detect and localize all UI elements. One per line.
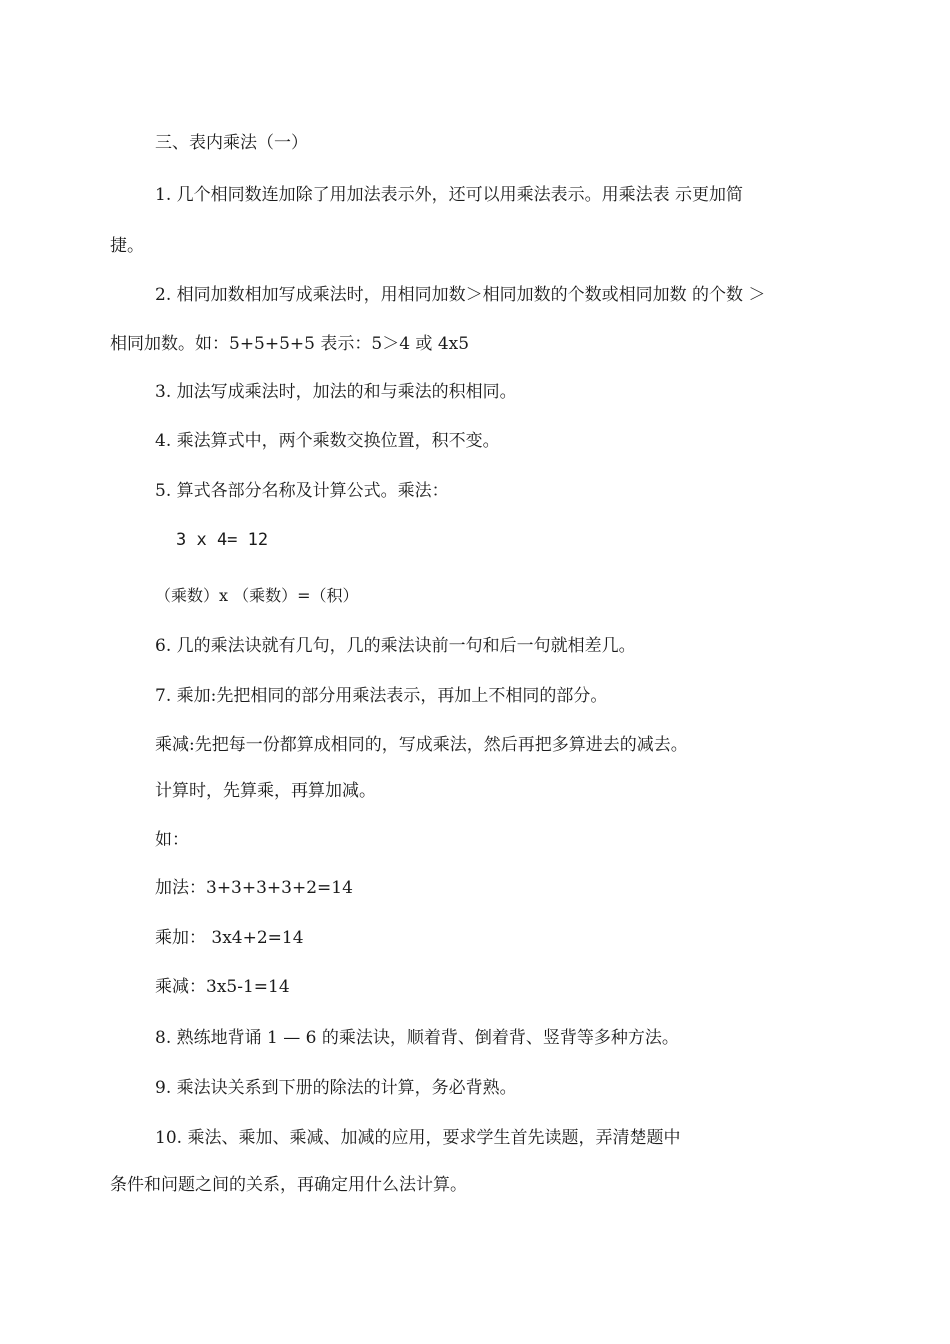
item-8: 8. 熟练地背诵 1 — 6 的乘法诀，顺着背、倒着背、竖背等多种方法。	[155, 1028, 679, 1048]
item-3: 3. 加法写成乘法时，加法的和与乘法的积相同。	[155, 382, 517, 402]
item-1-line-2: 捷。	[110, 236, 144, 256]
item-7-line-1: 7. 乘加:先把相同的部分用乘法表示，再加上不相同的部分。	[155, 686, 608, 706]
item-7-line-2: 乘减:先把每一份都算成相同的，写成乘法，然后再把多算进去的减去。	[155, 735, 688, 755]
example-multiply-subtract: 乘减：3x5-1=14	[155, 977, 290, 997]
item-2-line-1: 2. 相同加数相加写成乘法时，用相同加数＞相同加数的个数或相同加数 的个数 ＞	[155, 285, 766, 305]
example-addition: 加法：3+3+3+3+2=14	[155, 878, 353, 898]
item-2-line-2: 相同加数。如：5+5+5+5 表示：5＞4 或 4x5	[110, 334, 470, 354]
formula-names: （乘数）x （乘数）=（积）	[155, 586, 359, 605]
item-6: 6. 几的乘法诀就有几句，几的乘法诀前一句和后一句就相差几。	[155, 636, 636, 656]
example-multiply-add: 乘加： 3x4+2=14	[155, 928, 304, 948]
item-5: 5. 算式各部分名称及计算公式。乘法：	[155, 481, 449, 501]
example-intro: 如：	[155, 830, 189, 850]
item-1-line-1: 1. 几个相同数连加除了用加法表示外，还可以用乘法表示。用乘法表 示更加简	[155, 185, 744, 205]
item-9: 9. 乘法诀关系到下册的除法的计算，务必背熟。	[155, 1078, 517, 1098]
item-10-line-1: 10. 乘法、乘加、乘减、加减的应用，要求学生首先读题，弄清楚题中	[155, 1128, 681, 1148]
item-4: 4. 乘法算式中，两个乘数交换位置，积不变。	[155, 431, 500, 451]
item-7-line-3: 计算时，先算乘，再算加减。	[155, 781, 376, 801]
item-10-line-2: 条件和问题之间的关系，再确定用什么法计算。	[110, 1175, 467, 1195]
section-heading: 三、表内乘法（一）	[155, 133, 308, 153]
formula-example: 3 x 4= 12	[176, 530, 269, 550]
